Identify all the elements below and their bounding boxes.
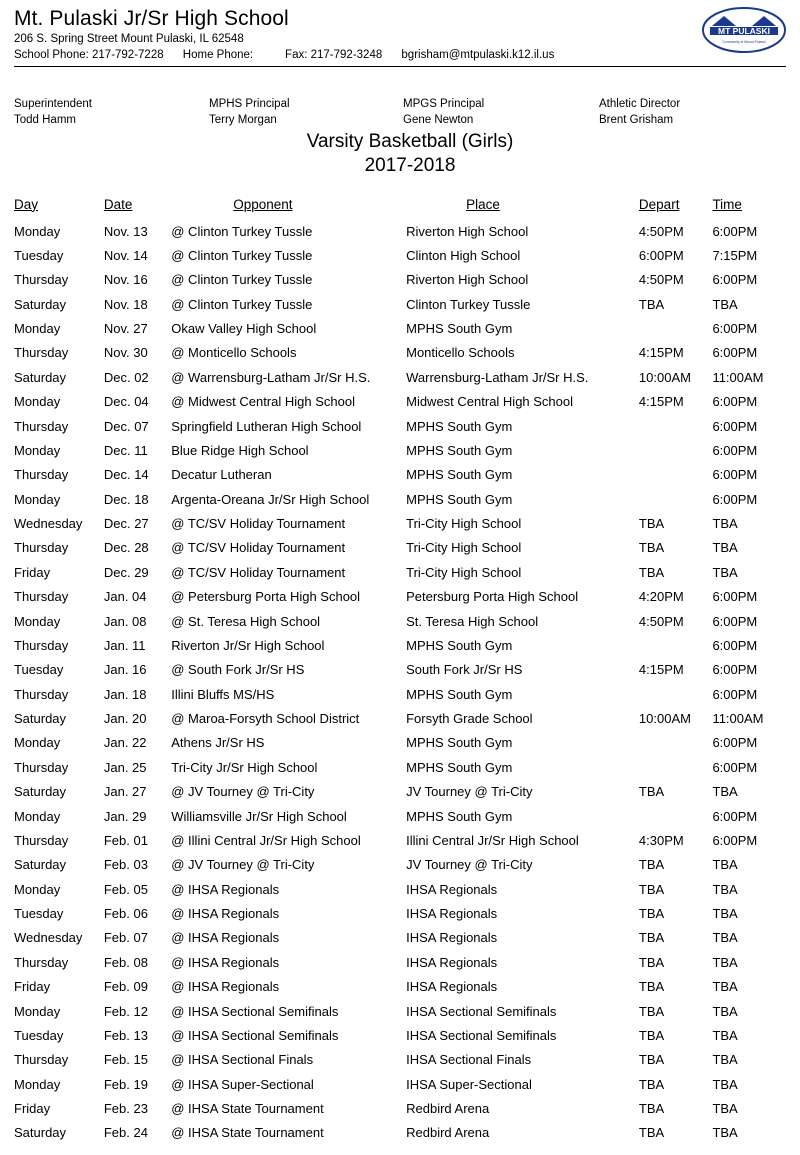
cell-opponent: @ IHSA Regionals bbox=[171, 979, 280, 995]
cell-depart: 4:30PM bbox=[638, 832, 684, 848]
cell-place: Illini Central Jr/Sr High School bbox=[406, 832, 579, 848]
staff-title: Athletic Director bbox=[599, 98, 681, 111]
cell-opponent: @ Monticello Schools bbox=[171, 345, 297, 361]
cell-place: St. Teresa High School bbox=[406, 613, 539, 629]
cell-depart bbox=[639, 415, 713, 439]
cell-depart: TBA bbox=[638, 296, 665, 312]
cell-time: 6:00PM bbox=[712, 613, 758, 629]
cell-opponent: Tri-City Jr/Sr High School bbox=[171, 759, 318, 775]
staff-person: Gene Newton bbox=[403, 113, 474, 126]
table-row bbox=[14, 902, 786, 926]
cell-date: Jan. 22 bbox=[103, 735, 147, 751]
cell-time: TBA bbox=[712, 1027, 738, 1043]
cell-place: IHSA Super-Sectional bbox=[406, 1076, 532, 1092]
cell-day: Tuesday bbox=[14, 906, 64, 922]
cell-date: Feb. 08 bbox=[103, 954, 148, 970]
table-row bbox=[14, 1024, 786, 1048]
cell-date: Nov. 14 bbox=[103, 247, 148, 263]
cell-opponent: @ TC/SV Holiday Tournament bbox=[171, 564, 346, 580]
cell-depart: 6:00PM bbox=[638, 247, 684, 263]
cell-day: Thursday bbox=[14, 272, 69, 288]
cell-date: Jan. 11 bbox=[103, 637, 146, 653]
cell-opponent: @ JV Tourney @ Tri-City bbox=[171, 857, 315, 873]
cell-depart: 4:50PM bbox=[638, 613, 684, 629]
cell-depart: 10:00AM bbox=[638, 369, 691, 385]
cell-opponent: @ Petersburg Porta High School bbox=[171, 589, 361, 605]
cell-date: Dec. 11 bbox=[103, 442, 148, 458]
cell-depart: TBA bbox=[638, 979, 665, 995]
cell-opponent: @ TC/SV Holiday Tournament bbox=[171, 516, 346, 532]
table-row bbox=[14, 731, 786, 755]
cell-time: 6:00PM bbox=[712, 442, 758, 458]
cell-depart: 10:00AM bbox=[638, 711, 691, 727]
cell-date: Dec. 28 bbox=[103, 540, 149, 556]
cell-day: Thursday bbox=[14, 759, 69, 775]
table-row bbox=[14, 1048, 786, 1072]
cell-time: 11:00AM bbox=[712, 369, 764, 385]
column-header-day: Day bbox=[14, 196, 39, 212]
cell-time: 7:15PM bbox=[712, 247, 758, 263]
cell-day: Saturday bbox=[14, 711, 67, 727]
header-divider bbox=[14, 66, 786, 67]
cell-date: Dec. 02 bbox=[103, 369, 149, 385]
cell-day: Saturday bbox=[14, 784, 67, 800]
cell-depart bbox=[639, 805, 713, 829]
cell-time: TBA bbox=[712, 540, 738, 556]
cell-opponent: @ IHSA Regionals bbox=[171, 954, 280, 970]
staff-title: MPGS Principal bbox=[403, 98, 485, 111]
cell-place: MPHS South Gym bbox=[406, 686, 513, 702]
cell-time: 6:00PM bbox=[712, 686, 758, 702]
cell-opponent: @ IHSA Regionals bbox=[171, 930, 280, 946]
cell-time: 6:00PM bbox=[712, 491, 758, 507]
cell-time: TBA bbox=[712, 906, 738, 922]
cell-depart: 4:15PM bbox=[638, 394, 684, 410]
column-header-opponent: Opponent bbox=[233, 196, 293, 212]
table-row bbox=[14, 585, 786, 609]
table-row bbox=[14, 780, 786, 804]
cell-opponent: Springfield Lutheran High School bbox=[171, 418, 362, 434]
table-row bbox=[14, 853, 786, 877]
cell-time: TBA bbox=[712, 516, 738, 532]
cell-day: Thursday bbox=[14, 1052, 69, 1068]
cell-place: Petersburg Porta High School bbox=[406, 589, 579, 605]
cell-day: Monday bbox=[14, 1003, 61, 1019]
cell-depart: TBA bbox=[638, 1101, 665, 1117]
cell-place: IHSA Regionals bbox=[406, 954, 498, 970]
cell-place: MPHS South Gym bbox=[406, 735, 513, 751]
cell-depart bbox=[639, 463, 713, 487]
column-header-place: Place bbox=[466, 196, 500, 212]
table-row bbox=[14, 1121, 786, 1145]
table-row bbox=[14, 488, 786, 512]
cell-depart: TBA bbox=[638, 784, 665, 800]
cell-opponent: @ Illini Central Jr/Sr High School bbox=[171, 832, 361, 848]
cell-depart: TBA bbox=[638, 881, 665, 897]
cell-day: Friday bbox=[14, 1101, 51, 1117]
cell-date: Dec. 18 bbox=[103, 491, 149, 507]
cell-time: 6:00PM bbox=[712, 467, 758, 483]
staff-athletic-director bbox=[599, 97, 680, 128]
svg-text:MT PULASKI: MT PULASKI bbox=[718, 26, 770, 36]
cell-date: Feb. 03 bbox=[103, 857, 148, 873]
cell-place: IHSA Regionals bbox=[406, 979, 498, 995]
cell-place: IHSA Regionals bbox=[406, 906, 498, 922]
cell-date: Jan. 27 bbox=[103, 784, 147, 800]
cell-opponent: Riverton Jr/Sr High School bbox=[171, 637, 325, 653]
cell-place: Redbird Arena bbox=[406, 1125, 490, 1141]
cell-day: Monday bbox=[14, 613, 61, 629]
cell-date: Feb. 01 bbox=[103, 832, 148, 848]
table-row bbox=[14, 756, 786, 780]
cell-day: Friday bbox=[14, 979, 51, 995]
table-row bbox=[14, 1000, 786, 1024]
cell-time: 6:00PM bbox=[712, 272, 758, 288]
cell-time: TBA bbox=[712, 930, 738, 946]
schedule-table bbox=[14, 196, 786, 1146]
cell-date: Dec. 07 bbox=[103, 418, 149, 434]
staff-mphs-principal bbox=[209, 97, 403, 128]
cell-time: 6:00PM bbox=[712, 394, 758, 410]
cell-opponent: @ Clinton Turkey Tussle bbox=[171, 223, 313, 239]
cell-depart: TBA bbox=[638, 857, 665, 873]
cell-opponent: @ IHSA State Tournament bbox=[171, 1125, 324, 1141]
cell-day: Thursday bbox=[14, 540, 69, 556]
cell-place: MPHS South Gym bbox=[406, 467, 513, 483]
cell-date: Feb. 07 bbox=[103, 930, 148, 946]
cell-date: Dec. 29 bbox=[103, 564, 149, 580]
table-row bbox=[14, 439, 786, 463]
cell-place: MPHS South Gym bbox=[406, 442, 513, 458]
cell-time: TBA bbox=[712, 857, 738, 873]
cell-opponent: Williamsville Jr/Sr High School bbox=[171, 808, 347, 824]
cell-place: IHSA Sectional Semifinals bbox=[406, 1003, 557, 1019]
cell-date: Jan. 29 bbox=[103, 808, 147, 824]
column-header-depart: Depart bbox=[638, 196, 680, 212]
cell-place: Forsyth Grade School bbox=[406, 711, 533, 727]
cell-day: Monday bbox=[14, 442, 61, 458]
cell-place: Clinton Turkey Tussle bbox=[406, 296, 531, 312]
cell-opponent: @ TC/SV Holiday Tournament bbox=[171, 540, 346, 556]
cell-opponent: @ IHSA Sectional Semifinals bbox=[171, 1027, 339, 1043]
cell-day: Monday bbox=[14, 321, 61, 337]
cell-place: Clinton High School bbox=[406, 247, 521, 263]
cell-opponent: Athens Jr/Sr HS bbox=[171, 735, 265, 751]
cell-date: Dec. 04 bbox=[103, 394, 149, 410]
cell-place: MPHS South Gym bbox=[406, 418, 513, 434]
cell-depart: TBA bbox=[638, 1125, 665, 1141]
cell-date: Feb. 23 bbox=[103, 1101, 148, 1117]
table-row bbox=[14, 926, 786, 950]
cell-depart bbox=[639, 439, 713, 463]
cell-date: Nov. 27 bbox=[103, 321, 148, 337]
cell-depart bbox=[639, 317, 713, 341]
cell-depart: TBA bbox=[638, 1076, 665, 1092]
table-row bbox=[14, 561, 786, 585]
table-row bbox=[14, 268, 786, 292]
cell-opponent: @ IHSA State Tournament bbox=[171, 1101, 324, 1117]
page-season: 2017-2018 bbox=[364, 154, 456, 176]
table-row bbox=[14, 975, 786, 999]
cell-opponent: @ South Fork Jr/Sr HS bbox=[171, 662, 305, 678]
cell-day: Thursday bbox=[14, 637, 69, 653]
cell-time: 6:00PM bbox=[712, 759, 758, 775]
cell-date: Nov. 16 bbox=[103, 272, 148, 288]
cell-date: Feb. 05 bbox=[103, 881, 148, 897]
cell-day: Monday bbox=[14, 808, 61, 824]
table-row bbox=[14, 658, 786, 682]
cell-day: Monday bbox=[14, 491, 61, 507]
cell-place: Monticello Schools bbox=[406, 345, 515, 361]
cell-time: TBA bbox=[712, 1052, 738, 1068]
cell-opponent: Decatur Lutheran bbox=[171, 467, 272, 483]
table-row bbox=[14, 244, 786, 268]
cell-place: Warrensburg-Latham Jr/Sr H.S. bbox=[406, 369, 589, 385]
school-address: 206 S. Spring Street Mount Pulaski, IL 62548 bbox=[14, 33, 244, 46]
cell-depart: 4:15PM bbox=[638, 345, 684, 361]
cell-place: MPHS South Gym bbox=[406, 491, 513, 507]
table-row bbox=[14, 366, 786, 390]
cell-date: Feb. 24 bbox=[103, 1125, 148, 1141]
cell-date: Jan. 25 bbox=[103, 759, 147, 775]
cell-time: 6:00PM bbox=[712, 735, 758, 751]
cell-day: Saturday bbox=[14, 1125, 67, 1141]
cell-place: South Fork Jr/Sr HS bbox=[406, 662, 523, 678]
cell-place: IHSA Regionals bbox=[406, 881, 498, 897]
cell-depart: 4:20PM bbox=[638, 589, 684, 605]
cell-place: IHSA Sectional Semifinals bbox=[406, 1027, 557, 1043]
table-row bbox=[14, 293, 786, 317]
cell-depart bbox=[639, 683, 713, 707]
cell-time: 6:00PM bbox=[712, 808, 758, 824]
cell-depart: TBA bbox=[638, 564, 665, 580]
cell-day: Saturday bbox=[14, 857, 67, 873]
table-row bbox=[14, 829, 786, 853]
cell-opponent: @ Clinton Turkey Tussle bbox=[171, 296, 313, 312]
svg-text:Community of Mount Pulaski: Community of Mount Pulaski bbox=[722, 40, 766, 44]
cell-date: Nov. 30 bbox=[103, 345, 148, 361]
cell-day: Friday bbox=[14, 564, 51, 580]
cell-place: JV Tourney @ Tri-City bbox=[406, 857, 533, 873]
cell-depart: 4:50PM bbox=[638, 272, 684, 288]
cell-opponent: @ IHSA Regionals bbox=[171, 881, 280, 897]
school-logo bbox=[702, 6, 786, 54]
staff-row bbox=[14, 97, 786, 128]
table-row bbox=[14, 610, 786, 634]
cell-day: Thursday bbox=[14, 954, 69, 970]
cell-time: 6:00PM bbox=[712, 345, 758, 361]
cell-day: Monday bbox=[14, 735, 61, 751]
column-header-date: Date bbox=[103, 196, 133, 212]
cell-time: 6:00PM bbox=[712, 637, 758, 653]
cell-date: Nov. 13 bbox=[103, 223, 148, 239]
cell-opponent: Illini Bluffs MS/HS bbox=[171, 686, 275, 702]
table-row bbox=[14, 390, 786, 414]
staff-person: Todd Hamm bbox=[14, 113, 76, 126]
cell-place: JV Tourney @ Tri-City bbox=[406, 784, 533, 800]
cell-opponent: Argenta-Oreana Jr/Sr High School bbox=[171, 491, 370, 507]
cell-time: TBA bbox=[712, 1125, 738, 1141]
cell-opponent: @ JV Tourney @ Tri-City bbox=[171, 784, 315, 800]
table-header bbox=[14, 196, 786, 220]
cell-day: Thursday bbox=[14, 589, 69, 605]
cell-depart: TBA bbox=[638, 516, 665, 532]
table-row bbox=[14, 878, 786, 902]
cell-place: MPHS South Gym bbox=[406, 321, 513, 337]
cell-depart: TBA bbox=[638, 540, 665, 556]
cell-place: MPHS South Gym bbox=[406, 637, 513, 653]
table-row bbox=[14, 317, 786, 341]
cell-place: Tri-City High School bbox=[406, 564, 522, 580]
cell-opponent: @ Warrensburg-Latham Jr/Sr H.S. bbox=[171, 369, 371, 385]
cell-date: Feb. 13 bbox=[103, 1027, 148, 1043]
page-title: Varsity Basketball (Girls) bbox=[306, 131, 514, 153]
cell-time: TBA bbox=[712, 784, 738, 800]
table-row bbox=[14, 707, 786, 731]
cell-place: MPHS South Gym bbox=[406, 808, 513, 824]
cell-date: Feb. 19 bbox=[103, 1076, 148, 1092]
cell-place: Midwest Central High School bbox=[406, 394, 574, 410]
cell-time: TBA bbox=[712, 1003, 738, 1019]
staff-person: Terry Morgan bbox=[209, 113, 277, 126]
cell-opponent: @ IHSA Sectional Finals bbox=[171, 1052, 314, 1068]
cell-place: Redbird Arena bbox=[406, 1101, 490, 1117]
table-row bbox=[14, 683, 786, 707]
cell-time: TBA bbox=[712, 1101, 738, 1117]
cell-depart bbox=[639, 634, 713, 658]
cell-depart: TBA bbox=[638, 954, 665, 970]
table-row bbox=[14, 951, 786, 975]
cell-opponent: @ Clinton Turkey Tussle bbox=[171, 272, 313, 288]
cell-time: TBA bbox=[712, 881, 738, 897]
table-row bbox=[14, 1097, 786, 1121]
cell-depart bbox=[639, 488, 713, 512]
cell-time: 6:00PM bbox=[712, 418, 758, 434]
cell-depart: TBA bbox=[638, 1003, 665, 1019]
cell-date: Feb. 06 bbox=[103, 906, 148, 922]
cell-place: Riverton High School bbox=[406, 223, 529, 239]
cell-depart: 4:50PM bbox=[638, 223, 684, 239]
cell-time: TBA bbox=[712, 979, 738, 995]
cell-date: Jan. 04 bbox=[103, 589, 147, 605]
table-row bbox=[14, 341, 786, 365]
cell-time: 6:00PM bbox=[712, 321, 758, 337]
cell-time: TBA bbox=[712, 954, 738, 970]
staff-mpgs-principal bbox=[403, 97, 599, 128]
cell-place: IHSA Regionals bbox=[406, 930, 498, 946]
cell-date: Dec. 27 bbox=[103, 516, 149, 532]
cell-time: 11:00AM bbox=[712, 711, 764, 727]
cell-day: Thursday bbox=[14, 832, 69, 848]
table-header-row bbox=[14, 196, 786, 220]
cell-date: Jan. 20 bbox=[103, 711, 147, 727]
cell-opponent: @ Clinton Turkey Tussle bbox=[171, 247, 313, 263]
cell-day: Saturday bbox=[14, 296, 67, 312]
cell-date: Jan. 08 bbox=[103, 613, 147, 629]
table-row bbox=[14, 220, 786, 244]
cell-date: Jan. 16 bbox=[103, 662, 147, 678]
cell-opponent: @ Midwest Central High School bbox=[171, 394, 355, 410]
school-contact-line: School Phone: 217-792-7228 Home Phone: Fax: 217-792-3248 bgrisham@mtpulaski.k12.il.us bbox=[14, 49, 555, 62]
cell-place: Riverton High School bbox=[406, 272, 529, 288]
cell-day: Tuesday bbox=[14, 247, 64, 263]
cell-day: Saturday bbox=[14, 369, 67, 385]
cell-opponent: @ Maroa-Forsyth School District bbox=[171, 711, 360, 727]
cell-day: Monday bbox=[14, 223, 61, 239]
school-name: Mt. Pulaski Jr/Sr High School bbox=[14, 7, 289, 30]
cell-place: IHSA Sectional Finals bbox=[406, 1052, 532, 1068]
cell-place: Tri-City High School bbox=[406, 540, 522, 556]
cell-time: TBA bbox=[712, 564, 738, 580]
cell-depart: 4:15PM bbox=[638, 662, 684, 678]
table-row bbox=[14, 805, 786, 829]
cell-time: 6:00PM bbox=[712, 589, 758, 605]
cell-date: Dec. 14 bbox=[103, 467, 149, 483]
cell-day: Monday bbox=[14, 1076, 61, 1092]
cell-opponent: @ St. Teresa High School bbox=[171, 613, 321, 629]
cell-day: Tuesday bbox=[14, 662, 64, 678]
cell-day: Thursday bbox=[14, 418, 69, 434]
cell-day: Thursday bbox=[14, 686, 69, 702]
cell-depart: TBA bbox=[638, 906, 665, 922]
table-row bbox=[14, 634, 786, 658]
cell-day: Thursday bbox=[14, 467, 69, 483]
cell-depart: TBA bbox=[638, 1052, 665, 1068]
staff-superintendent bbox=[14, 97, 209, 128]
cell-date: Feb. 15 bbox=[103, 1052, 148, 1068]
column-header-time: Time bbox=[712, 196, 742, 212]
cell-time: 6:00PM bbox=[712, 662, 758, 678]
cell-time: 6:00PM bbox=[712, 832, 758, 848]
table-body bbox=[14, 220, 786, 1146]
document-header bbox=[14, 6, 786, 67]
cell-day: Monday bbox=[14, 881, 61, 897]
cell-opponent: Okaw Valley High School bbox=[171, 321, 317, 337]
cell-date: Jan. 18 bbox=[103, 686, 147, 702]
cell-depart bbox=[639, 756, 713, 780]
cell-date: Feb. 12 bbox=[103, 1003, 148, 1019]
table-row bbox=[14, 536, 786, 560]
cell-depart: TBA bbox=[638, 930, 665, 946]
cell-date: Nov. 18 bbox=[103, 296, 148, 312]
cell-day: Thursday bbox=[14, 345, 69, 361]
cell-opponent: @ IHSA Super-Sectional bbox=[171, 1076, 314, 1092]
cell-opponent: @ IHSA Sectional Semifinals bbox=[171, 1003, 339, 1019]
cell-opponent: Blue Ridge High School bbox=[171, 442, 309, 458]
cell-time: TBA bbox=[712, 296, 738, 312]
cell-opponent: @ IHSA Regionals bbox=[171, 906, 280, 922]
cell-place: MPHS South Gym bbox=[406, 759, 513, 775]
cell-depart bbox=[639, 731, 713, 755]
cell-place: Tri-City High School bbox=[406, 516, 522, 532]
staff-title: MPHS Principal bbox=[209, 98, 290, 111]
cell-time: 6:00PM bbox=[712, 223, 758, 239]
table-row bbox=[14, 463, 786, 487]
staff-title: Superintendent bbox=[14, 98, 93, 111]
cell-depart: TBA bbox=[638, 1027, 665, 1043]
cell-date: Feb. 09 bbox=[103, 979, 148, 995]
table-row bbox=[14, 512, 786, 536]
cell-day: Tuesday bbox=[14, 1027, 64, 1043]
staff-person: Brent Grisham bbox=[599, 113, 674, 126]
cell-day: Wednesday bbox=[14, 930, 83, 946]
cell-day: Monday bbox=[14, 394, 61, 410]
table-row bbox=[14, 1073, 786, 1097]
cell-time: TBA bbox=[712, 1076, 738, 1092]
cell-day: Wednesday bbox=[14, 516, 83, 532]
table-row bbox=[14, 415, 786, 439]
